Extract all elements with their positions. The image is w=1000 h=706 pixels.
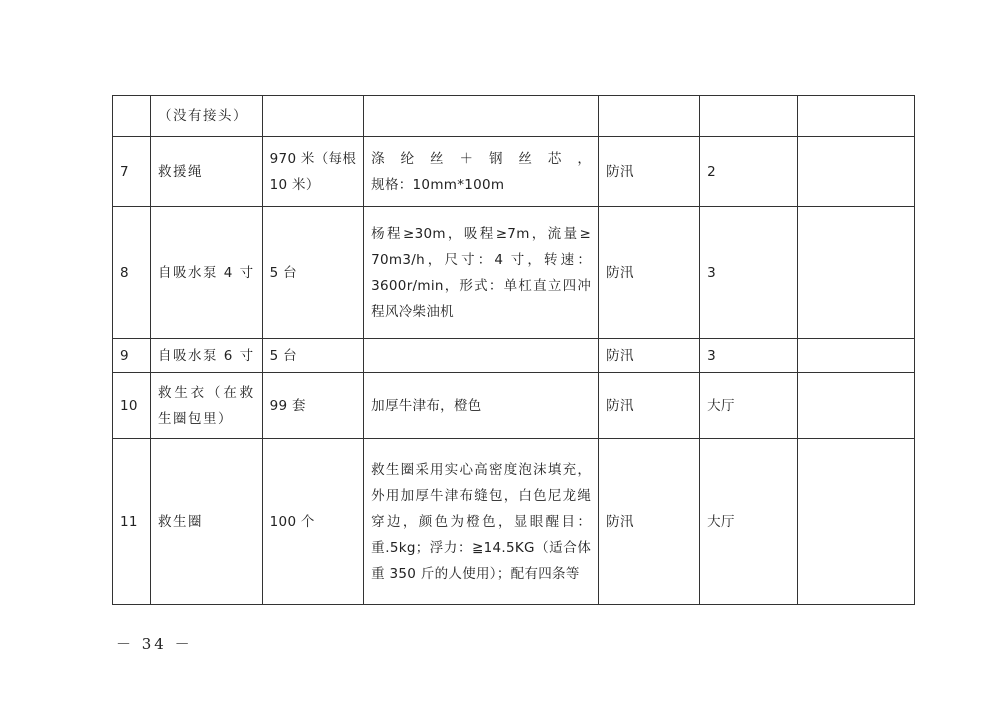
specification-line: 杨程≥30m，吸程≥7m，流量≥ [371,225,592,242]
storage-location: 大厅 [700,439,798,605]
quantity [262,207,363,339]
specification-line: 重 350 斤的人使用）；配有四条等 [371,565,580,582]
row-number: 11 [113,439,151,605]
storage-location: 大厅 [700,373,798,439]
quantity [262,339,363,373]
storage-location [700,96,798,137]
quantity-line: 99 套 [269,397,306,414]
quantity-line: 10 米） [269,176,320,193]
item-name-line: （没有接头） [158,108,248,124]
table-row [113,137,915,207]
specification-line: 3600r/min，形式：单杠直立四冲 [371,277,592,294]
storage-location: 2 [700,137,798,207]
remark [798,96,915,137]
remark [798,373,915,439]
row-number: 10 [113,373,151,439]
specification [364,96,599,137]
remark [798,207,915,339]
usage [599,96,700,137]
remark [798,339,915,373]
item-name [151,137,263,207]
item-name-line: 生圈包里） [158,410,233,427]
specification [364,207,599,339]
equipment-table [112,95,915,605]
item-name [151,439,263,605]
quantity [262,439,363,605]
item-name [151,373,263,439]
specification [364,339,599,373]
quantity-line: 5 台 [269,347,297,364]
row-number: 8 [113,207,151,339]
item-name [151,96,263,137]
specification-line: 救生圈采用实心高密度泡沫填充， [371,461,592,478]
item-name [151,207,263,339]
storage-location: 3 [700,339,798,373]
table-body [113,96,915,605]
specification-line: 穿边，颜色为橙色，显眼醒目： [371,513,592,530]
row-number: 7 [113,137,151,207]
storage-location: 3 [700,207,798,339]
quantity [262,137,363,207]
usage: 防汛 [599,137,700,207]
specification-line: 70m3/h，尺寸：4 寸，转速： [371,251,592,268]
item-name-line: 救援绳 [158,163,203,180]
row-number: 9 [113,339,151,373]
item-name-line: 救生圈 [158,513,203,530]
item-name-line: 自吸水泵 6 寸 [158,347,255,364]
specification-line: 外用加厚牛津布缝包，白色尼龙绳 [371,487,592,504]
usage: 防汛 [599,373,700,439]
specification [364,137,599,207]
table-row [113,439,915,605]
specification [364,373,599,439]
quantity-line: 970 米（每根 [269,150,357,167]
quantity [262,373,363,439]
quantity-line: 5 台 [269,264,297,281]
usage: 防汛 [599,207,700,339]
specification [364,439,599,605]
row-number [113,96,151,137]
table-row [113,339,915,373]
remark [798,137,915,207]
quantity-line: 100 个 [269,513,315,530]
page-number: － 34 － [116,635,193,653]
specification-line: 重.5kg；浮力：≧14.5KG（适合体 [371,539,592,556]
item-name-line: 救生衣（在救 [158,384,255,401]
usage: 防汛 [599,439,700,605]
specification-line: 程风冷柴油机 [371,303,454,320]
table-row [113,96,915,137]
table-row [113,207,915,339]
specification-line: 涤纶丝＋钢丝芯， [371,150,592,167]
specification-line: 加厚牛津布，橙色 [371,397,482,414]
quantity [262,96,363,137]
table-row [113,373,915,439]
item-name [151,339,263,373]
remark [798,439,915,605]
usage: 防汛 [599,339,700,373]
item-name-line: 自吸水泵 4 寸 [158,264,255,281]
specification-line: 规格：10mm*100m [371,176,505,193]
